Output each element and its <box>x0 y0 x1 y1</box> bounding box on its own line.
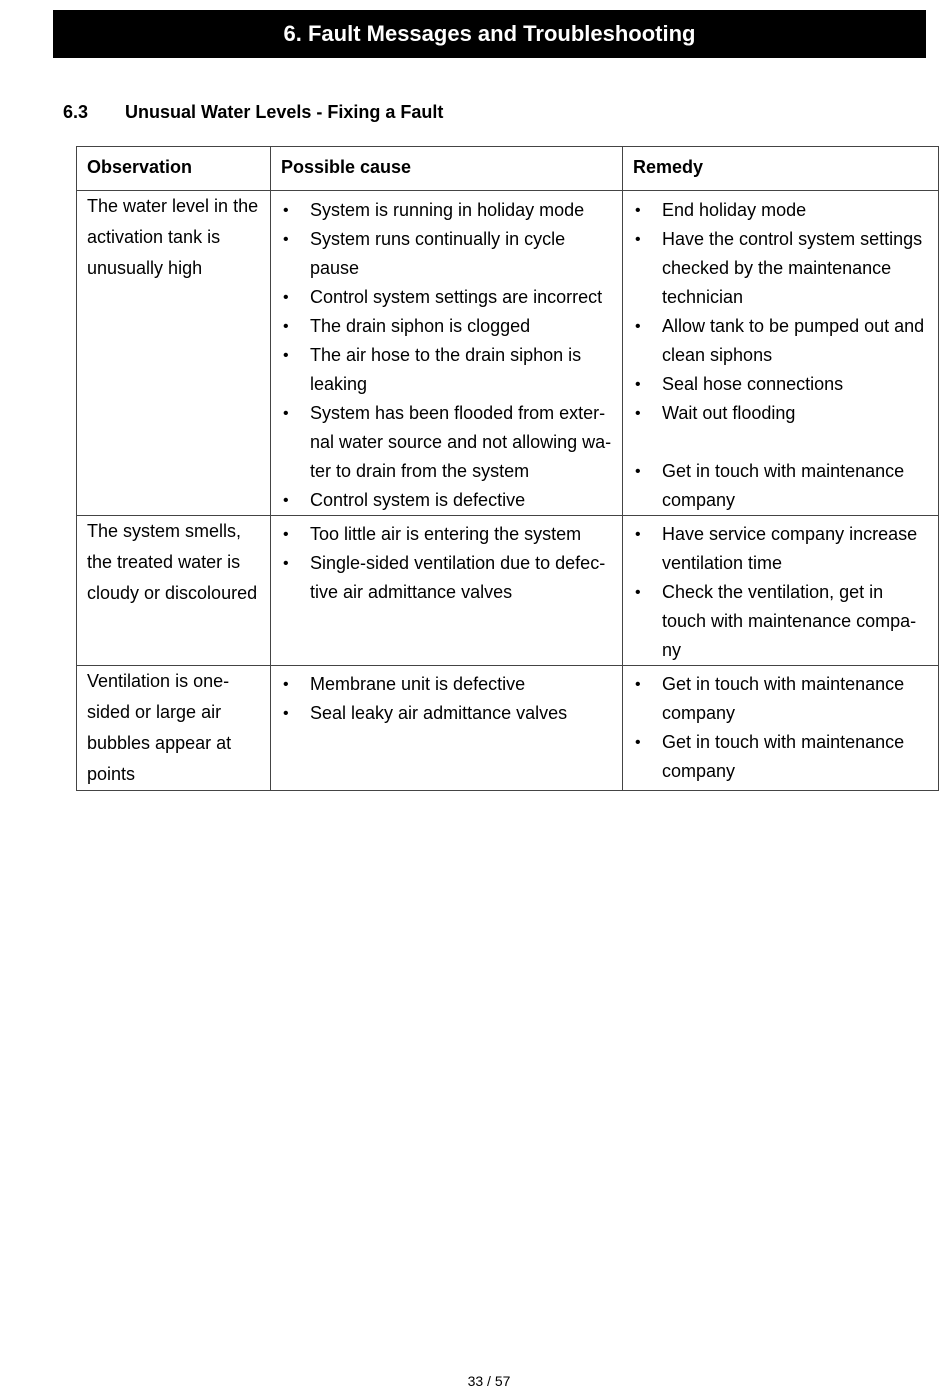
troubleshooting-table <box>76 146 939 791</box>
list-item: • Allow tank to be pumped out and clean siphons <box>633 312 930 370</box>
observation-cell: The system smells, the treated water is cloudy or discoloured <box>77 516 271 666</box>
cause-cell <box>271 516 623 666</box>
list-item: • System has been flooded from exter-nal water source and not allowing wa-ter to drain from the system <box>281 399 614 486</box>
remedy-cell <box>623 666 939 791</box>
list-item: • Seal leaky air admittance valves <box>281 699 614 728</box>
remedy-list <box>633 666 930 786</box>
list-item: • Wait out flooding <box>633 399 930 428</box>
list-item: • End holiday mode <box>633 196 930 225</box>
list-item: • Membrane unit is defective <box>281 670 614 699</box>
list-item: • Have the control system settings checked by the maintenance technician <box>633 225 930 312</box>
table-row <box>77 191 939 516</box>
cause-cell <box>271 191 623 516</box>
list-item: • System runs continually in cycle pause <box>281 225 614 283</box>
list-item: • The air hose to the drain siphon is leaking <box>281 341 614 399</box>
table-row <box>77 666 939 791</box>
remedy-list <box>633 191 930 515</box>
table-row <box>77 516 939 666</box>
list-item: • Too little air is entering the system <box>281 520 614 549</box>
list-item: • Seal hose connections <box>633 370 930 399</box>
chapter-title: 6. Fault Messages and Troubleshooting <box>283 21 696 46</box>
column-header-observation: Observation <box>77 147 271 191</box>
page-number: 33 / 57 <box>467 1373 511 1389</box>
list-item: • Control system settings are incorrect <box>281 283 614 312</box>
remedy-cell <box>623 516 939 666</box>
remedy-cell <box>623 191 939 516</box>
column-header-remedy: Remedy <box>623 147 939 191</box>
remedy-list <box>633 516 930 665</box>
list-item: • The drain siphon is clogged <box>281 312 614 341</box>
list-item: • Single-sided ventilation due to defec-tive air admittance valves <box>281 549 614 607</box>
cause-list <box>281 666 614 728</box>
chapter-header-bar <box>53 10 926 58</box>
cause-list <box>281 191 614 515</box>
observation-cell: Ventilation is one-sided or large air bubbles appear at points <box>77 666 271 791</box>
list-item: • Get in touch with maintenance company <box>633 728 930 786</box>
list-item: • Control system is defective <box>281 486 614 515</box>
column-header-possible-cause: Possible cause <box>271 147 623 191</box>
section-title: Unusual Water Levels - Fixing a Fault <box>125 102 444 122</box>
cause-list <box>281 516 614 607</box>
cause-cell <box>271 666 623 791</box>
section-number: 6.3 <box>63 102 89 122</box>
observation-cell: The water level in the activation tank is unusually high <box>77 191 271 516</box>
list-item: • Have service company increase ventilation time <box>633 520 930 578</box>
table-header-row <box>77 147 939 191</box>
list-item: • Check the ventilation, get in touch with maintenance compa-ny <box>633 578 930 665</box>
section-heading <box>63 102 443 123</box>
list-item: • System is running in holiday mode <box>281 196 614 225</box>
list-item: • Get in touch with maintenance company <box>633 457 930 515</box>
list-item: • Get in touch with maintenance company <box>633 670 930 728</box>
